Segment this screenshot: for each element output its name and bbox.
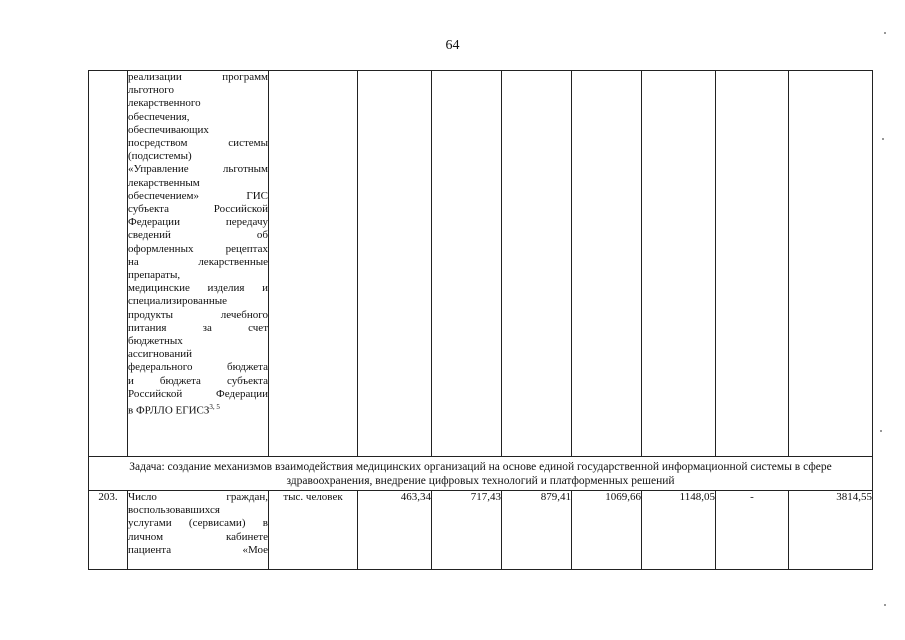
description-line: специализированные: [128, 295, 227, 308]
description-line: питания за счет: [128, 321, 268, 334]
value-cell: 1069,66: [572, 491, 642, 570]
description-line: обеспечением» ГИС: [128, 189, 268, 202]
value-cell: 1148,05: [642, 491, 716, 570]
indicator-description-cell: [128, 71, 269, 457]
description-line: обеспечения,: [128, 110, 190, 123]
value-cell: [572, 71, 642, 457]
description-line: льготного: [128, 84, 175, 97]
table-row: [89, 491, 873, 570]
continuation-row: [89, 71, 873, 457]
description-line: «Управление льготным: [128, 163, 268, 176]
description-line: лекарственного: [128, 97, 201, 110]
description-line: продукты лечебного: [128, 308, 268, 321]
description-line: медицинские изделия и: [128, 282, 268, 295]
scan-artifact: [884, 32, 886, 34]
task-text: Задача: создание механизмов взаимодействия медицинских организаций на основе единой государственной информационной системы в сфере здравоохранения, внедрение цифровых технологий и платформенных решений: [89, 457, 873, 491]
value-cell: 3814,55: [789, 491, 873, 570]
scan-artifact: [884, 604, 886, 606]
description-line: федерального бюджета: [128, 361, 268, 374]
indicator-description-cell: [128, 491, 269, 570]
description-line: ассигнований: [128, 348, 193, 361]
description-line: личном кабинете: [128, 530, 268, 543]
value-cell: 717,43: [432, 491, 502, 570]
description-line: Федерации передачу: [128, 216, 268, 229]
description-line: и бюджета субъекта: [128, 374, 268, 387]
description-line: оформленных рецептах: [128, 242, 268, 255]
description-line: (подсистемы): [128, 150, 192, 163]
description-line: сведений об: [128, 229, 268, 242]
value-cell: [642, 71, 716, 457]
description-line: препараты,: [128, 269, 181, 282]
description-line: услугами (сервисами) в: [128, 517, 268, 530]
description-line: в ФРЛЛО ЕГИСЗ$^{3, 5}$: [128, 403, 220, 417]
description-line: субъекта Российской: [128, 203, 268, 216]
row-number-cell: [89, 71, 128, 457]
value-cell: [789, 71, 873, 457]
footnote-reference: 3, 5: [209, 403, 220, 412]
description-line: пациента «Мое: [128, 543, 268, 556]
row-number-cell: 203.: [89, 491, 128, 570]
description-line: обеспечивающих: [128, 123, 209, 136]
scan-artifact: [882, 138, 884, 140]
description-line: реализации программ: [128, 71, 268, 83]
value-cell: [502, 71, 572, 457]
description-line: посредством системы: [128, 137, 268, 150]
page-number: 64: [445, 38, 460, 53]
description-line: лекарственным: [128, 176, 200, 189]
value-cell: 879,41: [502, 491, 572, 570]
value-cell: 463,34: [358, 491, 432, 570]
unit-cell: тыс. человек: [269, 491, 358, 570]
description-line: Российской Федерации: [128, 387, 268, 400]
unit-cell: [269, 71, 358, 457]
description-line: бюджетных: [128, 335, 183, 348]
task-row: [89, 457, 873, 491]
value-cell: [358, 71, 432, 457]
value-cell: [432, 71, 502, 457]
value-cell: -: [716, 491, 789, 570]
description-line: на лекарственные: [128, 255, 268, 268]
description-line: Число граждан,: [128, 491, 268, 503]
scan-artifact: [880, 430, 882, 432]
description-line: воспользовавшихся: [128, 504, 220, 517]
value-cell: [716, 71, 789, 457]
indicators-table: [88, 70, 873, 570]
